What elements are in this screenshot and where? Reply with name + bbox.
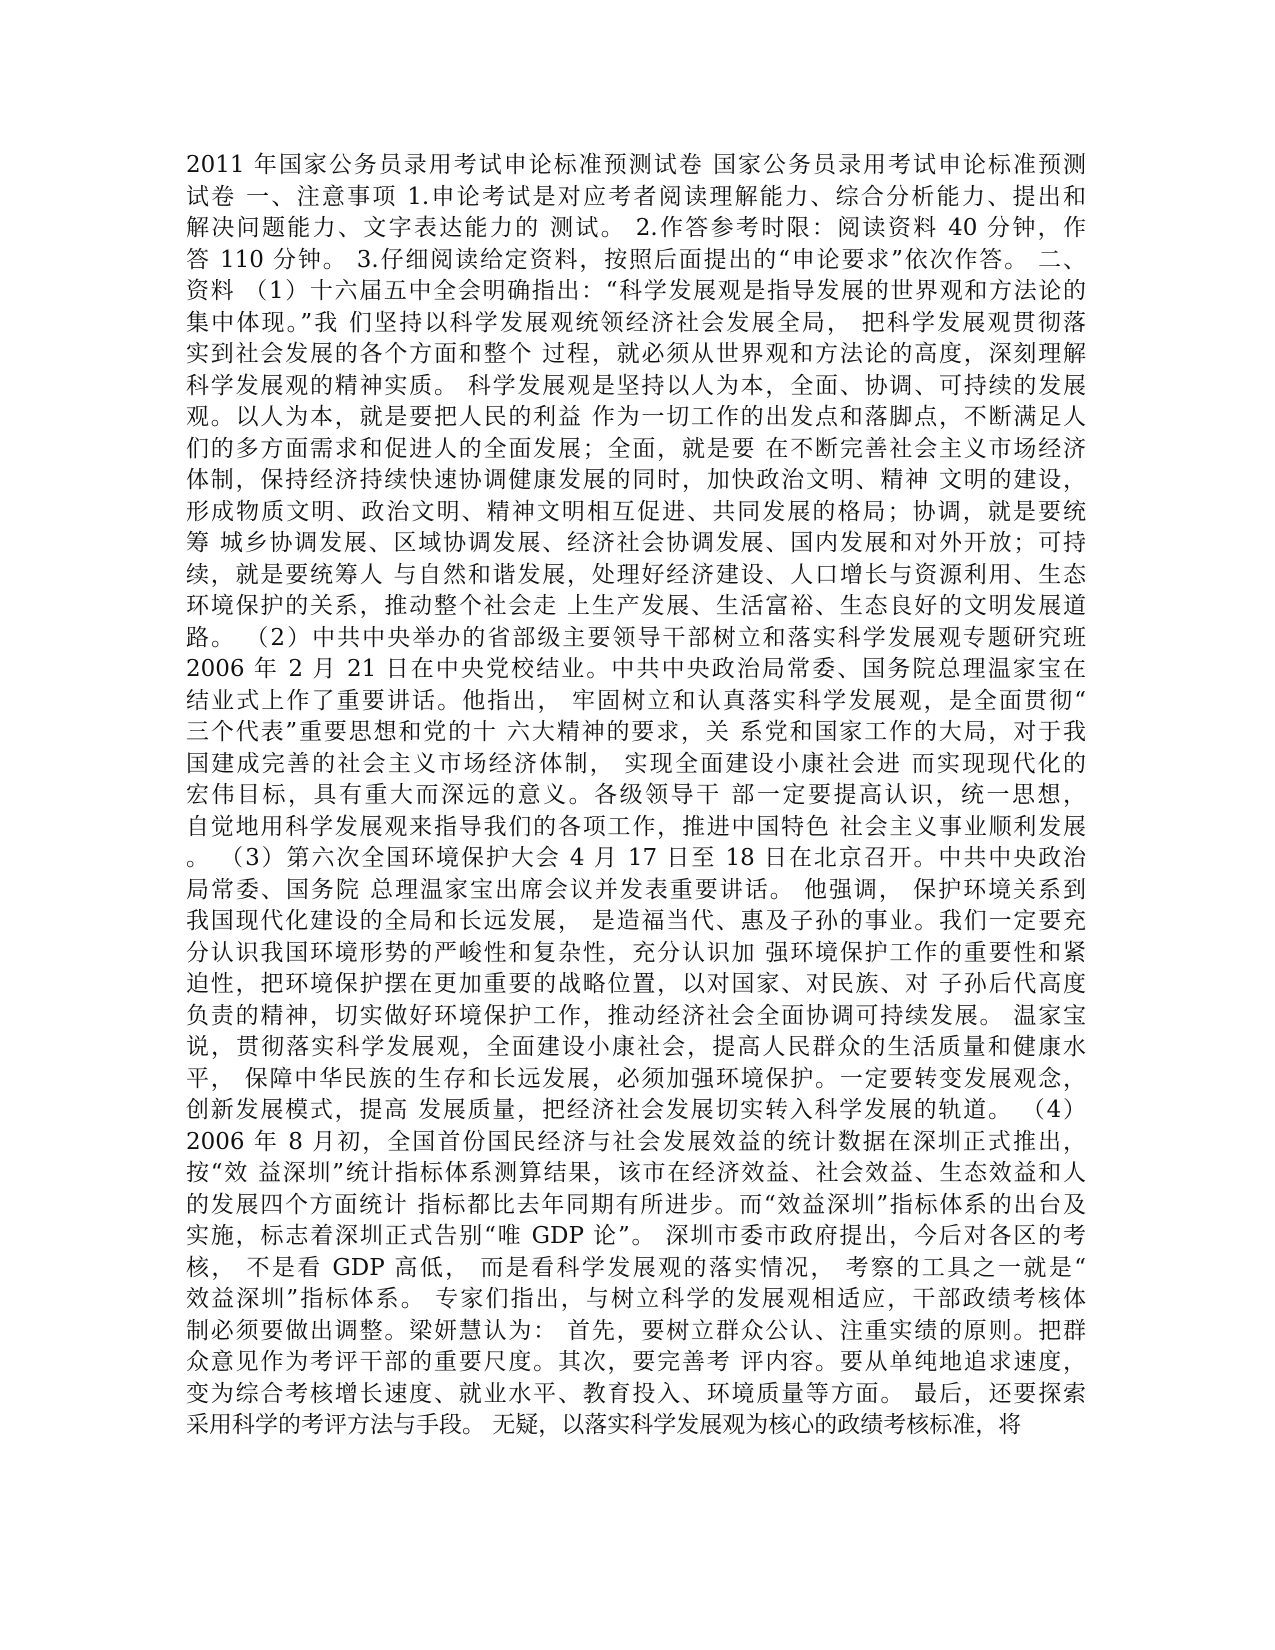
text-line: 创新发展模式，提高 发展质量，把经济社会发展切实转入科学发展的轨道。 （4） [186, 1097, 1086, 1123]
text-line: 科学发展观的精神实质。 科学发展观是坚持以人为本，全面、协调、可持续的发展 [186, 372, 1086, 399]
text-line: 结业式上作了重要讲话。他指出， 牢固树立和认真落实科学发展观，是全面贯彻“ [186, 687, 1086, 714]
text-line: 续，就是要统筹人 与自然和谐发展，处理好经济建设、人口增长与资源利用、生态 [186, 561, 1086, 588]
text-line: 形成物质文明、政治文明、精神文明相互促进、共同发展的格局；协调，就是要统 [186, 498, 1086, 525]
text-line: 实施，标志着深圳正式告别“唯 GDP 论”。 深圳市委市政府提出，今后对各区的考 [186, 1223, 1086, 1249]
text-line: 三个代表”重要思想和党的十 六大精神的要求，关 系党和国家工作的大局，对于我 [186, 719, 1086, 745]
text-line: 核， 不是看 GDP 高低， 而是看科学发展观的落实情况， 考察的工具之一就是“ [186, 1254, 1086, 1281]
text-line: 说，贯彻落实科学发展观，全面建设小康社会，提高人民群众的生活质量和健康水 [186, 1034, 1086, 1060]
text-line: 筹 城乡协调发展、区域协调发展、经济社会协调发展、国内发展和对外开放；可持 [186, 530, 1086, 556]
text-line: 资料 （1）十六届五中全会明确指出：“科学发展观是指导发展的世界观和方法论的 [186, 278, 1086, 304]
text-line: 众意见作为考评干部的重要尺度。其次，要完善考 评内容。要从单纯地追求速度， [186, 1349, 1086, 1375]
text-line: 。 （3）第六次全国环境保护大会 4 月 17 日至 18 日在北京召开。中共中央政治 [186, 845, 1086, 871]
text-line: 实到社会发展的各个方面和整个 过程，就必须从世界观和方法论的高度，深刻理解 [186, 341, 1086, 367]
text-line: 我国现代化建设的全局和长远发展， 是造福当代、惠及子孙的事业。我们一定要充 [186, 908, 1086, 934]
text-line: 2006 年 2 月 21 日在中央党校结业。中共中央政治局常委、国务院总理温家宝在 [186, 656, 1086, 682]
text-line: 迫性，把环境保护摆在更加重要的战略位置，以对国家、对民族、对 子孙后代高度 [186, 971, 1086, 997]
text-line: 宏伟目标，具有重大而深远的意义。各级领导干 部一定要提高认识，统一思想， [186, 782, 1086, 808]
text-line: 按“效 益深圳”统计指标体系测算结果，该市在经济效益、社会效益、生态效益和人 [186, 1160, 1086, 1186]
text-line: 2011 年国家公务员录用考试申论标准预测试卷 国家公务员录用考试申论标准预测 [186, 152, 1086, 178]
text-line: 路。 （2）中共中央举办的省部级主要领导干部树立和落实科学发展观专题研究班 [186, 624, 1086, 651]
text-line: 集中体现。”我 们坚持以科学发展观统领经济社会发展全局， 把科学发展观贯彻落 [186, 309, 1086, 336]
text-line: 制必须要做出调整。梁妍慧认为： 首先，要树立群众公认、注重实绩的原则。把群 [186, 1317, 1086, 1344]
text-line: 环境保护的关系，推动整个社会走 上生产发展、生活富裕、生态良好的文明发展道 [186, 593, 1086, 619]
text-line: 解决问题能力、文字表达能力的 测试。 2.作答参考时限：阅读资料 40 分钟，作 [186, 215, 1086, 241]
text-line: 国建成完善的社会主义市场经济体制， 实现全面建设小康社会进 而实现现代化的 [186, 750, 1086, 777]
text-line: 观。以人为本，就是要把人民的利益 作为一切工作的出发点和落脚点，不断满足人 [186, 404, 1086, 430]
text-line: 采用科学的考评方法与手段。 无疑，以落实科学发展观为核心的政绩考核标准，将 [186, 1412, 1022, 1438]
text-line: 答 110 分钟。 3.仔细阅读给定资料，按照后面提出的“申论要求”依次作答。 二、 [186, 246, 1086, 273]
text-line: 体制，保持经济持续快速协调健康发展的同时，加快政治文明、精神 文明的建设， [186, 467, 1086, 493]
text-line: 效益深圳”指标体系。 专家们指出，与树立科学的发展观相适应，干部政绩考核体 [186, 1286, 1086, 1312]
text-line: 自觉地用科学发展观来指导我们的各项工作，推进中国特色 社会主义事业顺利发展 [186, 813, 1086, 840]
text-line: 局常委、国务院 总理温家宝出席会议并发表重要讲话。 他强调， 保护环境关系到 [186, 876, 1086, 903]
text-line: 分认识我国环境形势的严峻性和复杂性，充分认识加 强环境保护工作的重要性和紧 [186, 939, 1086, 966]
text-line: 负责的精神，切实做好环境保护工作，推动经济社会全面协调可持续发展。 温家宝 [186, 1002, 1086, 1029]
text-line: 们的多方面需求和促进人的全面发展；全面，就是要 在不断完善社会主义市场经济 [186, 435, 1086, 462]
text-line: 2006 年 8 月初，全国首份国民经济与社会发展效益的统计数据在深圳正式推出， [186, 1128, 1086, 1155]
text-line: 变为综合考核增长速度、就业水平、教育投入、环境质量等方面。 最后，还要探索 [186, 1380, 1086, 1407]
text-line: 平， 保障中华民族的生存和长远发展，必须加强环境保护。一定要转变发展观念， [186, 1065, 1086, 1092]
text-line: 试卷 一、注意事项 1.申论考试是对应考者阅读理解能力、综合分析能力、提出和 [186, 183, 1086, 210]
body-text [186, 150, 1086, 1442]
text-line: 的发展四个方面统计 指标都比去年同期有所进步。而“效益深圳”指标体系的出台及 [186, 1191, 1086, 1218]
